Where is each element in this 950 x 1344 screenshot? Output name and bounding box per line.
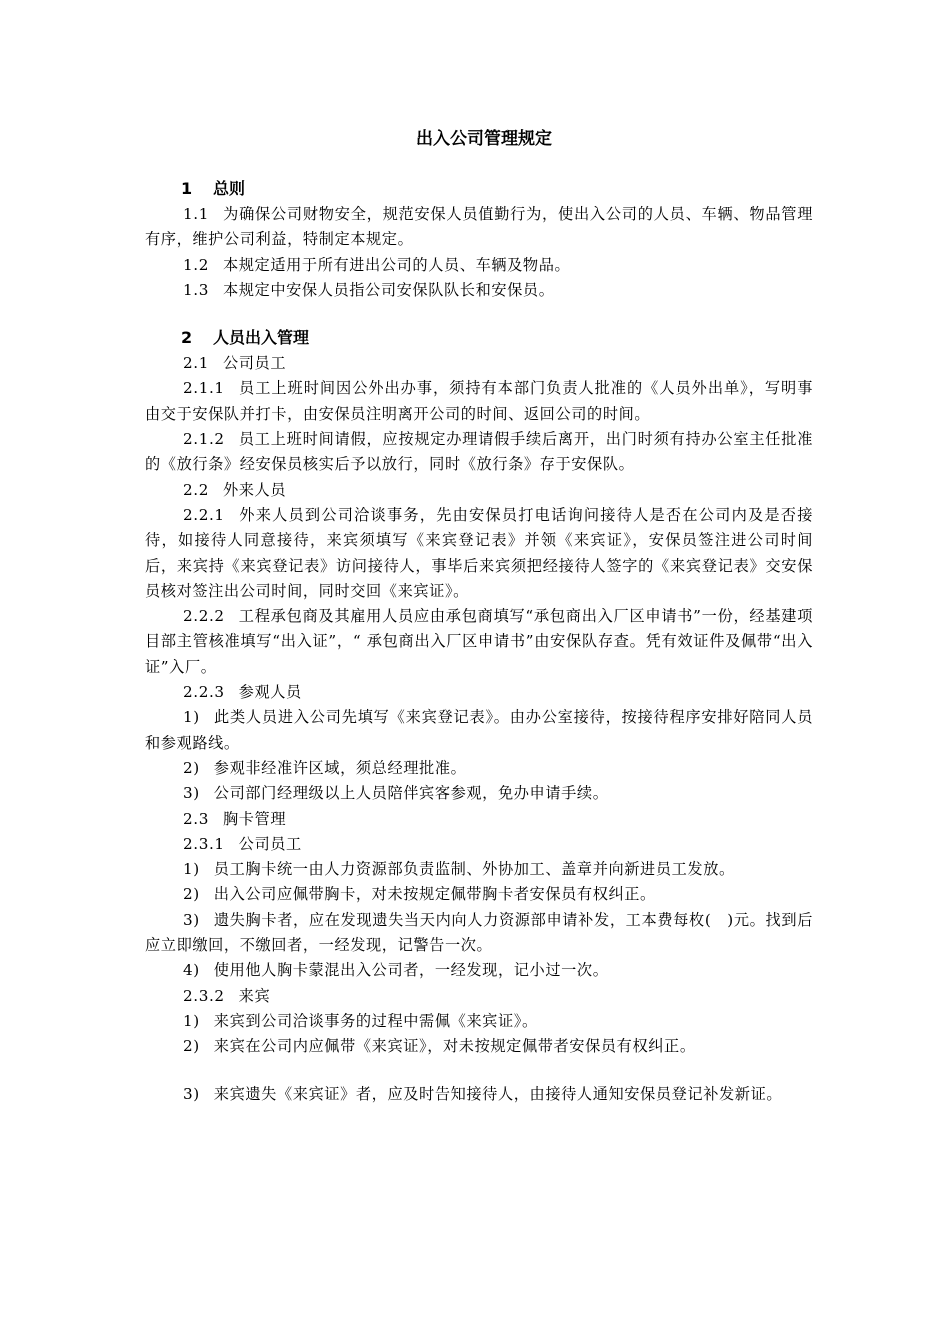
paragraph (145, 1082, 813, 1107)
clause-text: 此类人员进入公司先填写《来宾登记表》。由办公室接待，按接待程序安排好陪同人员和参观路线。 (145, 708, 813, 752)
clause-text: 胸卡管理 (222, 809, 287, 828)
clause-number: 3) (183, 1084, 200, 1103)
paragraph (145, 478, 813, 503)
clause-text: 公司员工 (238, 834, 302, 853)
paragraph (145, 832, 813, 857)
clause-number: 2.2 (183, 480, 209, 499)
clause-text: 参观人员 (238, 683, 302, 702)
paragraph (145, 807, 813, 832)
section-number: 1 (181, 179, 193, 198)
clause-text: 来宾遗失《来宾证》者，应及时告知接待人，由接待人通知安保员登记补发新证。 (213, 1084, 783, 1103)
clause-text: 来宾到公司洽谈事务的过程中需佩《来宾证》。 (213, 1011, 538, 1030)
paragraph (145, 705, 813, 756)
paragraph (145, 278, 813, 303)
paragraph (145, 857, 813, 882)
clause-text: 遗失胸卡者，应在发现遗失当天内向人力资源部申请补发，工本费每枚( )元。找到后应立即缴回，不缴回者，一经发现，记警告一次。 (145, 910, 813, 955)
clause-text: 来宾 (238, 986, 271, 1005)
clause-number: 2.2.1 (183, 505, 225, 524)
paragraph (145, 376, 813, 427)
paragraph (145, 958, 813, 983)
paragraph (145, 427, 813, 478)
paragraph (145, 604, 813, 680)
clause-text: 本规定中安保人员指公司安保队队长和安保员。 (222, 280, 555, 299)
clause-text: 员工上班时间因公外出办事，须持有本部门负责人批准的《人员外出单》，写明事由交于安保队并打卡，由安保员注明离开公司的时间、返回公司的时间。 (145, 379, 813, 423)
clause-text: 来宾在公司内应佩带《来宾证》，对未按规定佩带者安保员有权纠正。 (213, 1037, 696, 1056)
paragraph (145, 984, 813, 1009)
document-page (145, 128, 813, 1107)
clause-number: 1) (183, 860, 200, 879)
paragraph (145, 1009, 813, 1034)
section-number: 2 (181, 328, 193, 348)
paragraph (145, 756, 813, 781)
section-heading (145, 325, 813, 351)
clause-number: 2.1.1 (183, 379, 225, 398)
section-title: 人员出入管理 (213, 328, 310, 348)
clause-text: 出入公司应佩带胸卡，对未按规定佩带胸卡者安保员有权纠正。 (213, 885, 656, 904)
blank-line (145, 1060, 813, 1082)
clause-number: 1.2 (183, 255, 209, 274)
clause-text: 外来人员到公司洽谈事务，先由安保员打电话询问接待人是否在公司内及是否接待，如接待人同意接待，来宾须填写《来宾登记表》并领《来宾证》，安保员签注进公司时间后，来宾持《来宾登记表》访问接待人，事毕后来宾须把经接待人签字的《来宾登记表》交安保员核对签注出公司时间，同时交回《来宾证》。 (145, 505, 813, 600)
clause-text: 员工胸卡统一由人力资源部负责监制、外协加工、盖章并向新进员工发放。 (213, 860, 735, 879)
clause-number: 2) (183, 885, 200, 904)
paragraph (145, 1034, 813, 1059)
document-title: 出入公司管理规定 (416, 129, 552, 149)
clause-number: 1) (183, 708, 200, 727)
paragraph (145, 882, 813, 907)
clause-number: 2.3.2 (183, 986, 225, 1005)
blank-line (145, 303, 813, 325)
paragraph (145, 202, 813, 253)
clause-number: 2.2.3 (183, 683, 225, 702)
paragraph (145, 680, 813, 705)
paragraph (145, 503, 813, 604)
clause-number: 4) (183, 961, 200, 980)
clause-number: 2) (183, 1037, 200, 1056)
document-body (145, 176, 813, 1107)
clause-text: 员工上班时间请假，应按规定办理请假手续后离开，出门时须有持办公室主任批准的《放行条》经安保员核实后予以放行，同时《放行条》存于安保队。 (145, 430, 813, 474)
clause-text: 公司员工 (222, 354, 287, 373)
paragraph (145, 253, 813, 278)
clause-number: 2.2.2 (183, 607, 225, 626)
clause-text: 参观非经准许区域，须总经理批准。 (213, 758, 467, 777)
paragraph (145, 908, 813, 959)
section-heading (145, 176, 813, 202)
clause-number: 2.3 (183, 809, 209, 828)
clause-text: 工程承包商及其雇用人员应由承包商填写“承包商出入厂区申请书”一份，经基建项目部主管核准填写“出入证”，“ 承包商出入厂区申请书”由安保队存查。凭有效证件及佩带“出入证”入厂。 (145, 607, 813, 676)
clause-number: 2) (183, 758, 200, 777)
clause-text: 使用他人胸卡蒙混出入公司者，一经发现，记小过一次。 (213, 961, 609, 980)
clause-text: 外来人员 (222, 480, 287, 499)
clause-number: 2.3.1 (183, 834, 225, 853)
section-title: 总则 (213, 179, 246, 198)
clause-number: 1.3 (183, 280, 209, 299)
clause-number: 2.1 (183, 354, 209, 373)
paragraph (145, 351, 813, 376)
clause-text: 公司部门经理级以上人员陪伴宾客参观，免办申请手续。 (213, 784, 609, 803)
clause-text: 本规定适用于所有进出公司的人员、车辆及物品。 (222, 255, 571, 274)
clause-number: 2.1.2 (183, 430, 225, 449)
clause-number: 1) (183, 1011, 200, 1030)
clause-number: 1.1 (183, 205, 209, 223)
clause-text: 为确保公司财物安全，规范安保人员值勤行为，使出入公司的人员、车辆、物品管理有序，维护公司利益，特制定本规定。 (145, 205, 813, 249)
paragraph (145, 781, 813, 806)
clause-number: 3) (183, 910, 200, 929)
clause-number: 3) (183, 784, 200, 803)
